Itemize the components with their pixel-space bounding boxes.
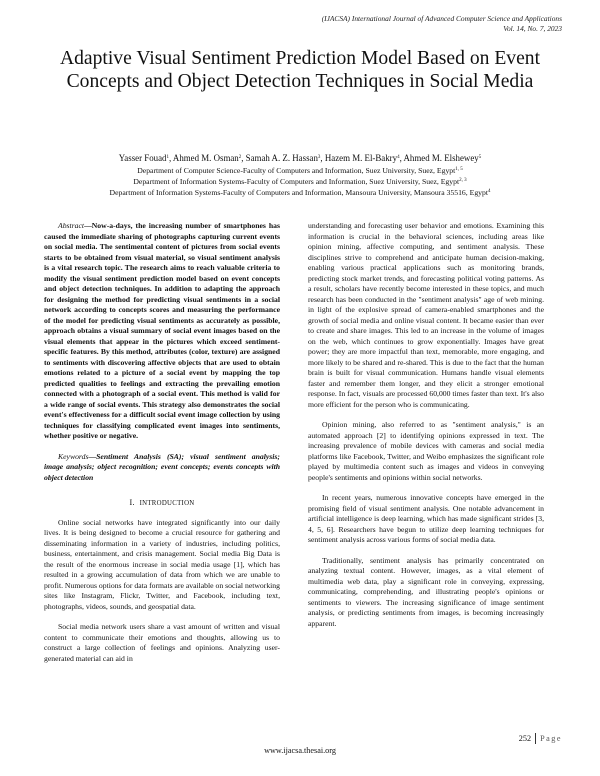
keywords-text: Sentiment Analysis (SA); visual sentiment analysis; image analysis; object recognition; event concepts; events concepts with object detection (44, 451, 280, 482)
author: Yasser Fouad$^1$ (118, 153, 169, 163)
author-list: Yasser Fouad$^1$, Ahmed M. Osman$^2$, Samah A. Z. Hassan$^3$, Hazem M. El-Bakry$^4$, Ahmed M. Elshewey$^5$ (118, 153, 482, 163)
right-column (308, 221, 544, 629)
body-paragraph: Social media network users share a vast amount of written and visual content to communicate their emotions and thoughts, allowing us to construct a large collection of feelings and opinions. Analyzing user-generated material can aid in (44, 622, 280, 663)
keywords: Keywords—Sentiment Analysis (SA); visual sentiment analysis; image analysis; object recognition; event concepts; events concepts with object detection (44, 451, 280, 482)
body-paragraph: understanding and forecasting user behavior and emotions. Examining this information is crucial in the behavioral sciences, including areas like opinion mining, affective computing, and sentiment analysis. These disciplines strive to comprehend and anticipate human decision-making, enabling various practical applications such as monitoring brands, predicting stock market trends, and forecasting political voting patterns. As a result, scholars have recently become interested in these topics, and much research has been conducted in the "sentiment analysis" age of web mining. in light of the explosive spread of camera-enabled smartphones and the growth of social media and online visual content. It became easier than ever to create and share images. This led to an increase in the volume of images on the web, which continues to grow exponentially. Images have great power; they are more impactful than text, memorable, more engaging, and more likely to be shared and re-shared. This is due to the fact that the human brain is built for visual communication. Humans handle visual elements faster and remember them longer, and they elicit a stronger emotional response. In fact, visuals are processed 60,000 times faster than text. It's also more efficient for the person who is communicating. (308, 221, 544, 409)
journal-name: (IJACSA) International Journal of Advanced Computer Science and Applications (321, 14, 562, 23)
page-label: Page (540, 734, 562, 743)
author: Ahmed M. Osman$^2$ (172, 153, 242, 163)
body-paragraph: Online social networks have integrated significantly into our daily lives. It is being designed to become a crucial resource for gathering and disseminating information in a variety of industries, including politics, business, entertainment, and crisis management. Social media Big Data is the result of the enormous increase in social media usage [1], which has resulted in a growing accumulation of data from which we are unable to profit. Numerous options for data formats are available on social networking sites like Instagram, Flickr, Twitter, and Facebook, including text, photographs, videos, sounds, and geospatial data. (44, 517, 280, 611)
affiliations (30, 165, 570, 199)
body-paragraph: In recent years, numerous innovative concepts have emerged in the promising field of visual sentiment analysis. One notable advancement in artificial intelligence is deep learning, which has made significant strides [3, 4, 5, 6]. Researchers have begun to utilize deep learning techniques for sentiment analysis across various forms of social media data. (308, 493, 544, 544)
page-number (519, 733, 562, 744)
author: Ahmed M. Elshewey$^5$ (403, 153, 482, 163)
keywords-label: Keywords (58, 451, 89, 461)
abstract-label: Abstract (58, 221, 85, 230)
body-paragraph: Opinion mining, also referred to as "sentiment analysis," is an automated approach [2] to identifying opinions expressed in text. The increasing prevalence of mobile devices with cameras and social media platforms like Facebook, Twitter, and Weibo emphasizes the significant role played by multimedia content such as images and videos in conveying people's sentiments and opinions within social networks. (308, 420, 544, 482)
paper-title: Adaptive Visual Sentiment Prediction Model Based on Event Concepts and Object Detection Techniques in Social Media (59, 48, 541, 93)
left-column (44, 221, 280, 664)
affiliation: Department of Information Systems-Faculty of Computers and Information, Suez University, Suez, Egypt$^{2, 3}$ (133, 177, 467, 187)
page-separator (535, 733, 536, 744)
page-number-value: 252 (518, 734, 532, 743)
journal-volume: Vol. 14, No. 7, 2023 (503, 23, 562, 33)
footer-url[interactable]: www.ijacsa.thesai.org (264, 746, 336, 755)
affiliation: Department of Computer Science-Faculty of Computers and Information, Suez University, Suez, Egypt$^{1, 5}$ (137, 166, 463, 175)
abstract-text: Now-a-days, the increasing number of smartphones has caused the immediate sharing of photographs capturing current events on social media. The sentimental content of pictures from social events starts to be obtained from visual material, so visual sentiment analysis is a vital research topic. The research aims to reach valuable criteria to modify the visual sentiment prediction model based on event concepts and object detection techniques. In addition to adapting the approach for designing the method for predicting visual sentiments in a social network according to concepts scores and measuring the performance of the model for predicting visual sentiments as accurately as possible, approach obtains a visual summary of social event images based on the visual elements that appear in the pictures which exceed sentiment-specific features. By this method, attributes (color, texture) are assigned to sentiments with discovering affective objects that are used to obtain emotions related to a picture of a social event by mapping the top predicted qualities to feelings and extracting the prevailing emotion connected with a photograph of a social event. This method is valid for a wide range of social events. This strategy also demonstrates the social event's effectiveness for a difficult social event image collection by using techniques for classifying complicated event images into sentiments, whether positive or negative. (44, 221, 280, 440)
affiliation: Department of Information Systems-Faculty of Computers and Information, Mansoura University, Mansoura 35516, Egypt$^4$ (109, 188, 491, 198)
section-heading: I. INTRODUCTION (129, 498, 195, 507)
author: Samah A. Z. Hassan$^3$ (245, 153, 321, 163)
running-header (162, 14, 562, 33)
author: Hazem M. El-Bakry$^4$ (324, 153, 400, 163)
abstract: Abstract—Now-a-days, the increasing number of smartphones has caused the immediate sharing of photographs capturing current events on social media. The sentimental content of pictures from social events starts to be obtained from visual material, so visual sentiment analysis is a vital research topic. The research aims to reach valuable criteria to modify the visual sentiment prediction model based on event concepts and object detection techniques. In addition to adapting the approach for designing the method for predicting visual sentiments in a social network according to concepts scores and measuring the performance of the model for predicting visual sentiments as accurately as possible, approach obtains a visual summary of social event images based on the visual elements that appear in the pictures which exceed sentiment-specific features. By this method, attributes (color, texture) are assigned to sentiments with discovering affective objects that are used to obtain emotions related to a picture of a social event by mapping the top predicted qualities to feelings and extracting the prevailing emotion connected with a photograph of a social event. This method is valid for a wide range of social events. This strategy also demonstrates the social event's effectiveness for a difficult social event image collection by using techniques for classifying complicated event images into sentiments, whether positive or negative. (44, 221, 280, 440)
body-paragraph: Traditionally, sentiment analysis has primarily concentrated on analyzing textual content. However, images, as a vital element of multimedia web data, play a significant role in conveying, expressing, communicating, comprehending, and illustrating people's opinions or sentiments to viewers. The increasing significance of image sentiment analysis, or predicting sentiments from images, is becoming increasingly apparent. (308, 555, 544, 628)
